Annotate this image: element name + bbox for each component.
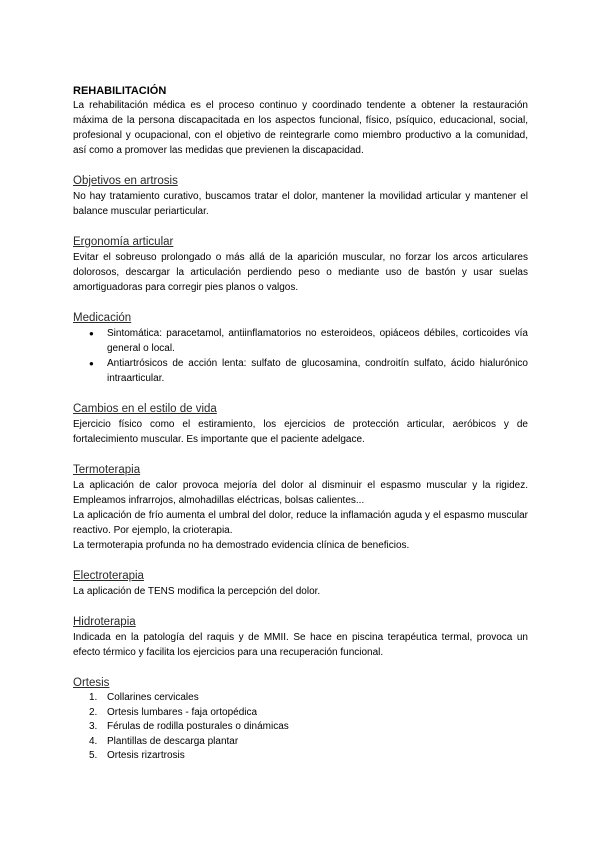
paragraph-termoterapia-profunda: La termoterapia profunda no ha demostrado evidencia clínica de beneficios.	[73, 540, 410, 551]
ortesis-list	[73, 691, 528, 764]
list-number: 5.	[89, 750, 98, 761]
heading-electroterapia: Electroterapia	[73, 570, 144, 582]
intro-paragraph: La rehabilitación médica es el proceso continuo y coordinado tendente a obtener la restauración máxima de la persona discapacitada en los aspectos funcional, físico, psíquico, educacional, social, profesional y ocupacional, con el objetivo de reintegrarle como miembro productivo a la comunidad, así como a promover las medidas que previenen la discapacidad.	[73, 100, 528, 156]
heading-ortesis: Ortesis	[73, 677, 110, 689]
list-number: 4.	[89, 735, 98, 747]
list-number: 1.	[89, 692, 98, 703]
list-item	[89, 706, 528, 721]
list-item	[89, 720, 528, 735]
paragraph-termoterapia-frio: La aplicación de frío aumenta el umbral del dolor, reduce la inflamación aguda y el espasmo muscular reactivo. Por ejemplo, la crioterapia.	[73, 510, 528, 536]
list-item: ● Sintomática: paracetamol, antiinflamatorios no esteroideos, opiáceos débiles, corticoides vía general o local.	[107, 326, 528, 356]
heading-ergonomia: Ergonomía articular	[73, 236, 174, 248]
list-item-text: Plantillas de descarga plantar	[107, 735, 239, 747]
list-item-text: Férulas de rodilla posturales o dinámicas	[107, 721, 289, 732]
list-number: 2.	[89, 706, 98, 718]
paragraph-termoterapia-calor: La aplicación de calor provoca mejoría del dolor al disminuir el espasmo muscular y la rigidez. Empleamos infrarrojos, almohadillas eléctricas, bolsas calientes...	[73, 480, 528, 506]
paragraph-hidroterapia: Indicada en la patología del raquis y de MMII. Se hace en piscina terapéutica termal, provoca un efecto térmico y facilita los ejercicios para una recuperación funcional.	[73, 632, 528, 658]
heading-objetivos: Objetivos en artrosis	[73, 175, 178, 187]
list-item	[89, 735, 528, 750]
paragraph-estilo-vida: Ejercicio físico como el estiramiento, los ejercicios de protección articular, aeróbicos y de fortalecimiento muscular. Es importante que el paciente adelgace.	[73, 419, 528, 445]
list-item: ● Antiartrósicos de acción lenta: sulfato de glucosamina, condroitín sulfato, ácido hialurónico intraarticular.	[107, 356, 528, 386]
list-item-text: Collarines cervicales	[107, 692, 199, 703]
medicacion-list	[73, 326, 528, 386]
document-page	[73, 84, 528, 764]
paragraph-electroterapia: La aplicación de TENS modifica la percepción del dolor.	[73, 586, 321, 597]
heading-medicacion: Medicación	[73, 312, 132, 324]
paragraph-ergonomia: Evitar el sobreuso prolongado o más allá de la aparición muscular, no forzar los arcos articulares dolorosos, descargar la articulación perdiendo peso o mediante uso de bastón y usar suelas amortiguadoras para corregir pies planos o valgos.	[73, 252, 528, 293]
list-item	[89, 749, 528, 764]
list-item	[89, 691, 528, 706]
document-title: REHABILITACIÓN	[73, 85, 167, 97]
paragraph-objetivos: No hay tratamiento curativo, buscamos tratar el dolor, mantener la movilidad articular y mantener el balance muscular periarticular.	[73, 191, 528, 217]
list-number: 3.	[89, 721, 98, 732]
heading-estilo-vida: Cambios en el estilo de vida	[73, 403, 217, 415]
list-item-text: Ortesis lumbares - faja ortopédica	[107, 706, 258, 718]
list-item-text: Ortesis rizartrosis	[107, 750, 185, 761]
heading-hidroterapia: Hidroterapia	[73, 616, 136, 628]
heading-termoterapia: Termoterapia	[73, 464, 141, 476]
